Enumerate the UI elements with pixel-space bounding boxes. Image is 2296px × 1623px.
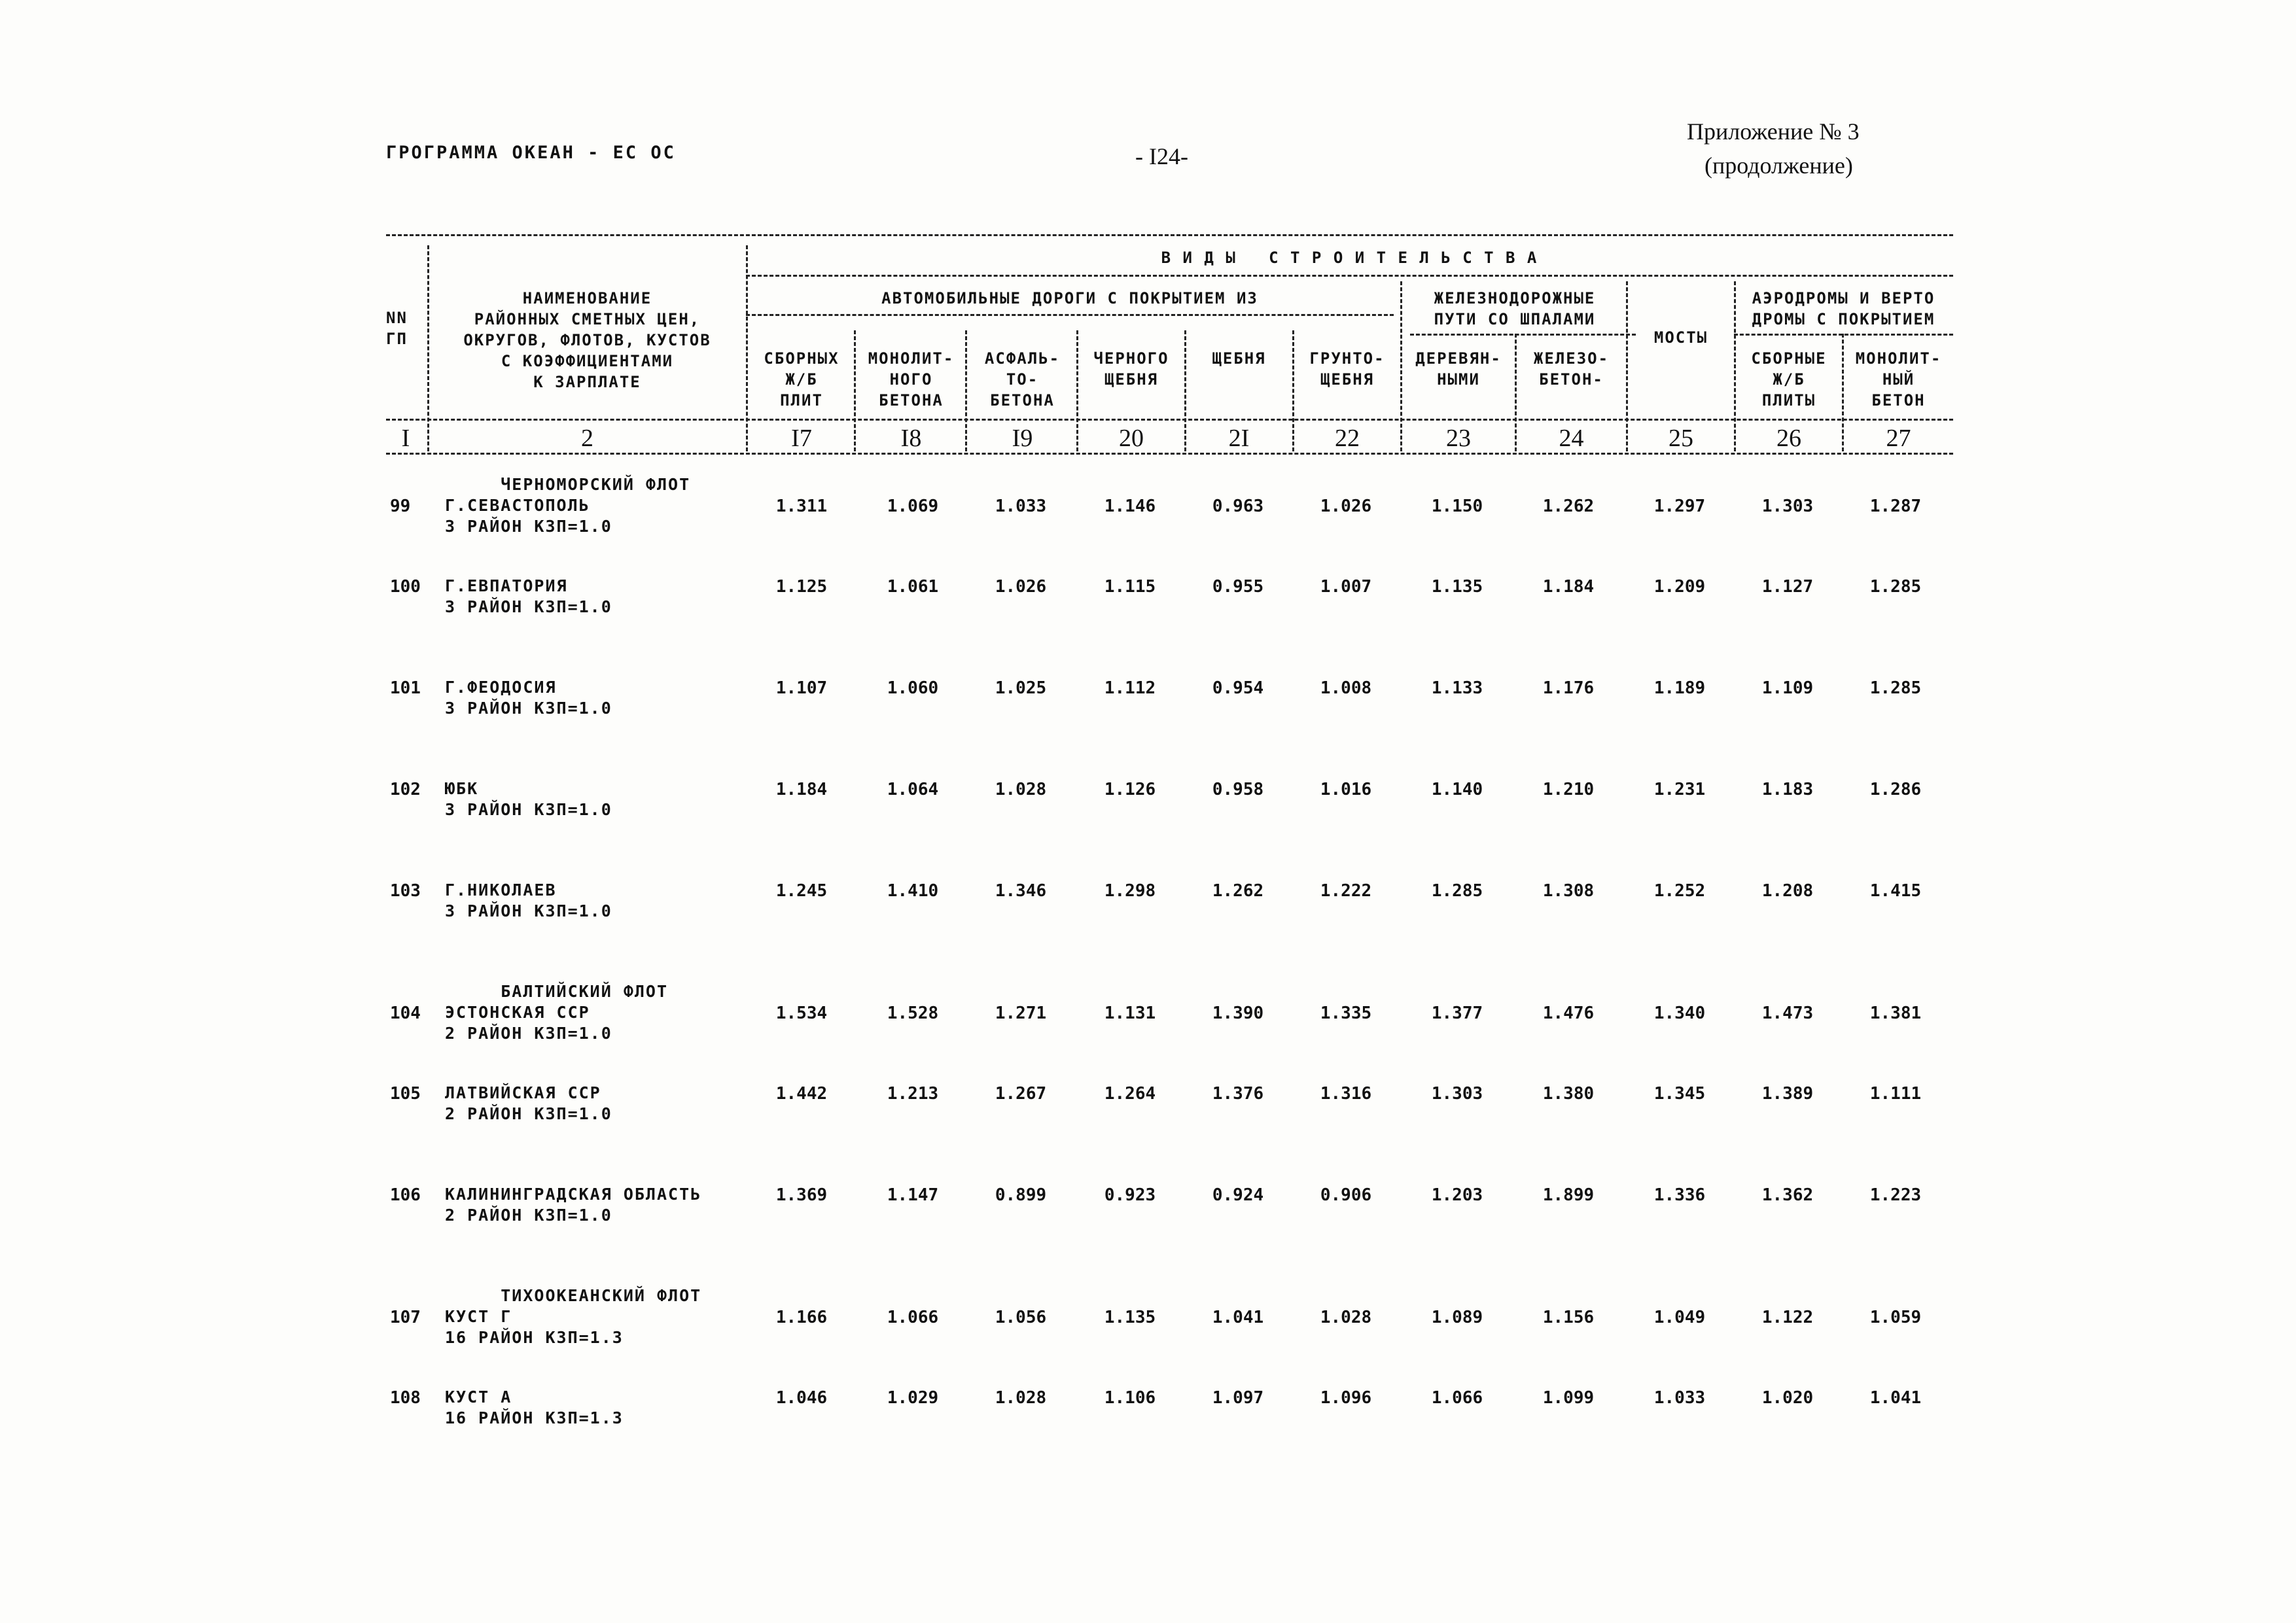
header-col-26: СБОРНЫЕ Ж/Б ПЛИТЫ	[1751, 349, 1827, 410]
cell-col-25: 1.209	[1653, 577, 1706, 597]
cell-col-19: 1.028	[995, 780, 1047, 799]
colnum-26: 26	[1776, 425, 1801, 452]
row-name: Г.ФЕОДОСИЯ 3 РАЙОН КЗП=1.0	[445, 678, 612, 718]
header-col-24: ЖЕЛЕЗО- БЕТОН-	[1533, 349, 1610, 389]
cell-col-18: 1.060	[887, 678, 939, 698]
cell-col-27: 1.287	[1869, 497, 1922, 516]
cell-col-17: 1.534	[775, 1003, 828, 1023]
cell-col-22: 1.222	[1320, 881, 1372, 901]
header-nn: NN ГП	[386, 309, 408, 348]
cell-col-25: 1.231	[1653, 780, 1706, 799]
cell-col-24: 1.210	[1542, 780, 1595, 799]
cell-col-25: 1.049	[1653, 1308, 1706, 1327]
cell-col-18: 1.069	[887, 497, 939, 516]
cell-col-21: 1.262	[1212, 881, 1264, 901]
cell-col-17: 1.442	[775, 1084, 828, 1104]
cell-col-22: 1.008	[1320, 678, 1372, 698]
colnum-25: 25	[1669, 425, 1693, 452]
colnum-20: 20	[1119, 425, 1144, 452]
cell-col-21: 0.963	[1212, 497, 1264, 516]
cell-col-24: 1.308	[1542, 881, 1595, 901]
colnum-bottom-rule	[386, 453, 1953, 455]
cell-col-17: 1.166	[775, 1308, 828, 1327]
row-number: 104	[390, 1003, 421, 1023]
row-name: ЛАТВИЙСКАЯ ССР 2 РАЙОН КЗП=1.0	[445, 1083, 612, 1123]
cell-col-17: 1.107	[775, 678, 828, 698]
colnum-17: I7	[791, 425, 812, 452]
appendix-continued-label: (продолжение)	[1704, 152, 1853, 179]
header-col-21: ЩЕБНЯ	[1212, 349, 1266, 368]
cell-col-23: 1.135	[1431, 577, 1483, 597]
row-name: КАЛИНИНГРАДСКАЯ ОБЛАСТЬ 2 РАЙОН КЗП=1.0	[445, 1185, 702, 1225]
cell-col-21: 0.955	[1212, 577, 1264, 597]
header-col-27: МОНОЛИТ- НЫЙ БЕТОН	[1855, 349, 1942, 410]
program-title: ГРОГРАММА ОКЕАН - ЕС ОС	[386, 143, 676, 163]
colnum-24: 24	[1559, 425, 1584, 452]
cell-col-22: 1.335	[1320, 1003, 1372, 1023]
cell-col-22: 1.096	[1320, 1388, 1372, 1408]
cell-col-21: 0.958	[1212, 780, 1264, 799]
cell-col-19: 1.028	[995, 1388, 1047, 1408]
cell-col-20: 1.112	[1104, 678, 1156, 698]
cell-col-18: 1.410	[887, 881, 939, 901]
cell-col-17: 1.184	[775, 780, 828, 799]
cell-col-22: 1.316	[1320, 1084, 1372, 1104]
header-col-20: ЧЕРНОГО ЩЕБНЯ	[1093, 349, 1169, 389]
cell-col-23: 1.285	[1431, 881, 1483, 901]
cell-col-24: 1.262	[1542, 497, 1595, 516]
cell-col-25: 1.297	[1653, 497, 1706, 516]
cell-col-26: 1.362	[1761, 1185, 1814, 1205]
cell-col-20: 1.115	[1104, 577, 1156, 597]
header-kinds: В И Д Ы С Т Р О И Т Е Л Ь С Т В А	[1161, 249, 1538, 267]
row-number: 105	[390, 1084, 421, 1104]
header-bottom-rule	[386, 419, 1953, 421]
cell-col-24: 1.380	[1542, 1084, 1595, 1104]
cell-col-17: 1.369	[775, 1185, 828, 1205]
appendix-label: Приложение № 3	[1687, 118, 1860, 145]
cell-col-25: 1.033	[1653, 1388, 1706, 1408]
page-number: - I24-	[1135, 143, 1188, 169]
cell-col-21: 1.376	[1212, 1084, 1264, 1104]
cell-col-19: 0.899	[995, 1185, 1047, 1205]
colnum-23: 23	[1446, 425, 1471, 452]
header-air: АЭРОДРОМЫ И ВЕРТО ДРОМЫ С ПОКРЫТИЕМ	[1752, 289, 1935, 328]
cell-col-27: 1.286	[1869, 780, 1922, 799]
cell-col-18: 1.528	[887, 1003, 939, 1023]
cell-col-22: 1.026	[1320, 497, 1372, 516]
row-name: БАЛТИЙСКИЙ ФЛОТ ЭСТОНСКАЯ ССР 2 РАЙОН КЗП=1.0	[445, 982, 669, 1043]
cell-col-19: 1.346	[995, 881, 1047, 901]
row-name: ЧЕРНОМОРСКИЙ ФЛОТ Г.СЕВАСТОПОЛЬ 3 РАЙОН КЗП=1.0	[445, 475, 691, 536]
header-col-23: ДЕРЕВЯН- НЫМИ	[1415, 349, 1502, 389]
col-divider-name	[746, 245, 748, 451]
cell-col-22: 1.028	[1320, 1308, 1372, 1327]
cell-col-24: 1.156	[1542, 1308, 1595, 1327]
cell-col-20: 1.135	[1104, 1308, 1156, 1327]
cell-col-20: 1.131	[1104, 1003, 1156, 1023]
header-col-22: ГРУНТО- ЩЕБНЯ	[1309, 349, 1385, 389]
cell-col-17: 1.046	[775, 1388, 828, 1408]
cell-col-27: 1.059	[1869, 1308, 1922, 1327]
cell-col-17: 1.311	[775, 497, 828, 516]
row-number: 107	[390, 1308, 421, 1327]
header-col-18: МОНОЛИТ- НОГО БЕТОНА	[868, 349, 955, 410]
cell-col-18: 1.061	[887, 577, 939, 597]
cell-col-27: 1.415	[1869, 881, 1922, 901]
cell-col-25: 1.345	[1653, 1084, 1706, 1104]
cell-col-25: 1.189	[1653, 678, 1706, 698]
cell-col-19: 1.025	[995, 678, 1047, 698]
cell-col-23: 1.303	[1431, 1084, 1483, 1104]
cell-col-19: 1.033	[995, 497, 1047, 516]
col-divider-nn	[427, 245, 429, 451]
cell-col-24: 1.184	[1542, 577, 1595, 597]
cell-col-22: 0.906	[1320, 1185, 1372, 1205]
colnum-18: I8	[900, 425, 922, 452]
cell-col-24: 1.899	[1542, 1185, 1595, 1205]
cell-col-26: 1.127	[1761, 577, 1814, 597]
cell-col-18: 1.066	[887, 1308, 939, 1327]
cell-col-19: 1.267	[995, 1084, 1047, 1104]
cell-col-21: 1.097	[1212, 1388, 1264, 1408]
cell-col-27: 1.285	[1869, 577, 1922, 597]
header-col-17: СБОРНЫХ Ж/Б ПЛИТ	[764, 349, 839, 410]
colnum-22: 22	[1335, 425, 1360, 452]
cell-col-20: 1.264	[1104, 1084, 1156, 1104]
cell-col-27: 1.223	[1869, 1185, 1922, 1205]
cell-col-22: 1.007	[1320, 577, 1372, 597]
rail-rule	[1410, 334, 1636, 336]
cell-col-18: 1.147	[887, 1185, 939, 1205]
cell-col-21: 0.954	[1212, 678, 1264, 698]
header-col-25: МОСТЫ	[1653, 328, 1708, 347]
cell-col-24: 1.099	[1542, 1388, 1595, 1408]
kinds-rule	[746, 275, 1953, 277]
cell-col-26: 1.208	[1761, 881, 1814, 901]
cell-col-23: 1.133	[1431, 678, 1483, 698]
cell-col-17: 1.245	[775, 881, 828, 901]
cell-col-21: 1.390	[1212, 1003, 1264, 1023]
cell-col-26: 1.389	[1761, 1084, 1814, 1104]
colnum-19: I9	[1012, 425, 1033, 452]
cell-col-18: 1.213	[887, 1084, 939, 1104]
cell-col-21: 1.041	[1212, 1308, 1264, 1327]
cell-col-25: 1.336	[1653, 1185, 1706, 1205]
row-name: ЮБК 3 РАЙОН КЗП=1.0	[445, 779, 612, 819]
row-name: Г.НИКОЛАЕВ 3 РАЙОН КЗП=1.0	[445, 881, 612, 920]
row-number: 101	[390, 678, 421, 698]
cell-col-26: 1.020	[1761, 1388, 1814, 1408]
header-col-19: АСФАЛЬ- ТО- БЕТОНА	[984, 349, 1061, 410]
header-roads: АВТОМОБИЛЬНЫЕ ДОРОГИ С ПОКРЫТИЕМ ИЗ	[881, 289, 1258, 307]
cell-col-18: 1.029	[887, 1388, 939, 1408]
cell-col-26: 1.473	[1761, 1003, 1814, 1023]
cell-col-23: 1.140	[1431, 780, 1483, 799]
row-number: 103	[390, 881, 421, 901]
cell-col-26: 1.109	[1761, 678, 1814, 698]
cell-col-26: 1.303	[1761, 497, 1814, 516]
cell-col-23: 1.089	[1431, 1308, 1483, 1327]
col-divider-18	[965, 330, 967, 451]
colnum-27: 27	[1886, 425, 1911, 452]
cell-col-23: 1.150	[1431, 497, 1483, 516]
row-number: 100	[390, 577, 421, 597]
cell-col-23: 1.066	[1431, 1388, 1483, 1408]
cell-col-20: 1.146	[1104, 497, 1156, 516]
cell-col-19: 1.056	[995, 1308, 1047, 1327]
row-number: 108	[390, 1388, 421, 1408]
cell-col-21: 0.924	[1212, 1185, 1264, 1205]
col-divider-17	[854, 330, 856, 451]
colnum-21: 2I	[1228, 425, 1250, 452]
row-name: ТИХООКЕАНСКИЙ ФЛОТ КУСТ Г 16 РАЙОН КЗП=1.3	[445, 1286, 702, 1347]
cell-col-27: 1.381	[1869, 1003, 1922, 1023]
cell-col-20: 0.923	[1104, 1185, 1156, 1205]
cell-col-23: 1.203	[1431, 1185, 1483, 1205]
header-rail: ЖЕЛЕЗНОДОРОЖНЫЕ ПУТИ СО ШПАЛАМИ	[1434, 289, 1596, 328]
cell-col-27: 1.285	[1869, 678, 1922, 698]
row-number: 99	[390, 497, 411, 516]
cell-col-18: 1.064	[887, 780, 939, 799]
cell-col-24: 1.476	[1542, 1003, 1595, 1023]
colnum-1: I	[401, 425, 410, 452]
cell-col-19: 1.026	[995, 577, 1047, 597]
cell-col-25: 1.252	[1653, 881, 1706, 901]
cell-col-19: 1.271	[995, 1003, 1047, 1023]
roads-rule	[746, 314, 1394, 316]
cell-col-26: 1.183	[1761, 780, 1814, 799]
cell-col-20: 1.106	[1104, 1388, 1156, 1408]
table-top-rule	[386, 234, 1953, 236]
header-name: НАИМЕНОВАНИЕ РАЙОННЫХ СМЕТНЫХ ЦЕН, ОКРУГОВ, ФЛОТОВ, КУСТОВ С КОЭФФИЦИЕНТАМИ К ЗАРПЛАТЕ	[463, 289, 711, 391]
colnum-2: 2	[581, 425, 593, 452]
cell-col-24: 1.176	[1542, 678, 1595, 698]
cell-col-27: 1.111	[1869, 1084, 1922, 1104]
row-name: КУСТ А 16 РАЙОН КЗП=1.3	[445, 1387, 624, 1427]
cell-col-25: 1.340	[1653, 1003, 1706, 1023]
cell-col-17: 1.125	[775, 577, 828, 597]
row-name: Г.ЕВПАТОРИЯ 3 РАЙОН КЗП=1.0	[445, 576, 612, 616]
cell-col-27: 1.041	[1869, 1388, 1922, 1408]
cell-col-26: 1.122	[1761, 1308, 1814, 1327]
cell-col-23: 1.377	[1431, 1003, 1483, 1023]
cell-col-20: 1.298	[1104, 881, 1156, 901]
cell-col-22: 1.016	[1320, 780, 1372, 799]
cell-col-20: 1.126	[1104, 780, 1156, 799]
row-number: 106	[390, 1185, 421, 1205]
row-number: 102	[390, 780, 421, 799]
